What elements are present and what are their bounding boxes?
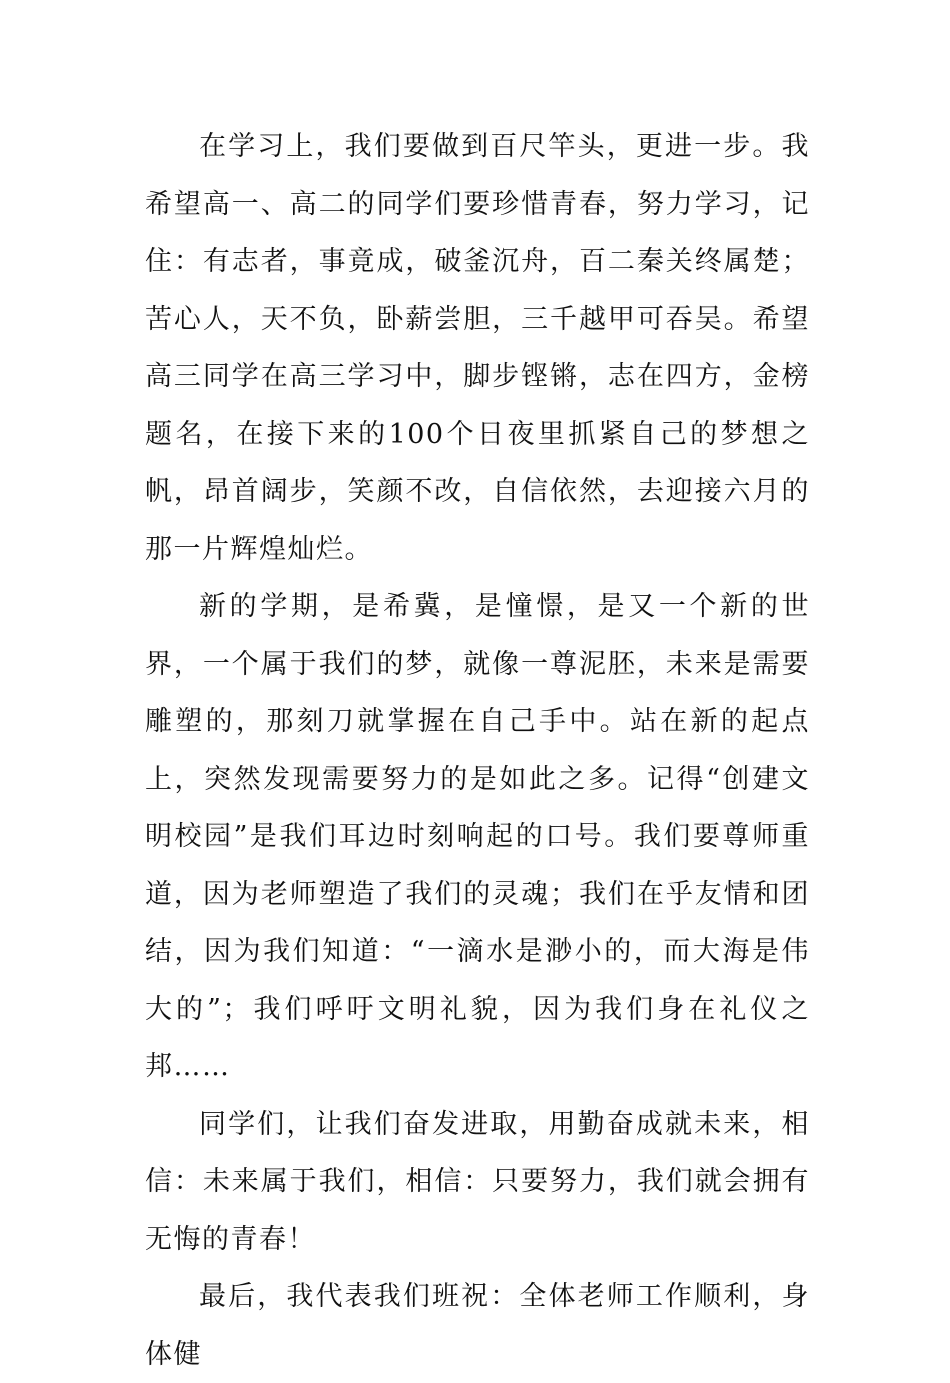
paragraph-study: 在学习上，我们要做到百尺竿头，更进一步。我希望高一、高二的同学们要珍惜青春，努力学习，记住：有志者，事竟成，破釜沉舟，百二秦关终属楚；苦心人，天不负，卧薪尝胆，三千越甲可吞吴。希望高三同学在高三学习中，脚步铿锵，志在四方，金榜题名，在接下来的100个日夜里抓紧自己的梦想之帆，昂首阔步，笑颜不改，自信依然，去迎接六月的那一片辉煌灿烂。 — [145, 131, 810, 565]
paragraph-closing: 最后，我代表我们班祝：全体老师工作顺利，身体健 — [145, 1281, 810, 1370]
paragraph-new-semester: 新的学期，是希冀，是憧憬，是又一个新的世界，一个属于我们的梦，就像一尊泥胚，未来是需要雕塑的，那刻刀就掌握在自己手中。站在新的起点上，突然发现需要努力的是如此之多。记得“创建文明校园”是我们耳边时刻响起的口号。我们要尊师重道，因为老师塑造了我们的灵魂；我们在乎友情和团结，因为我们知道：“一滴水是渺小的，而大海是伟大的”；我们呼吁文明礼貌，因为我们身在礼仪之邦…… — [145, 591, 810, 1082]
paragraph-classmates: 同学们，让我们奋发进取，用勤奋成就未来，相信：未来属于我们，相信：只要努力，我们就会拥有无悔的青春！ — [145, 1108, 810, 1255]
document-body — [145, 118, 810, 1383]
